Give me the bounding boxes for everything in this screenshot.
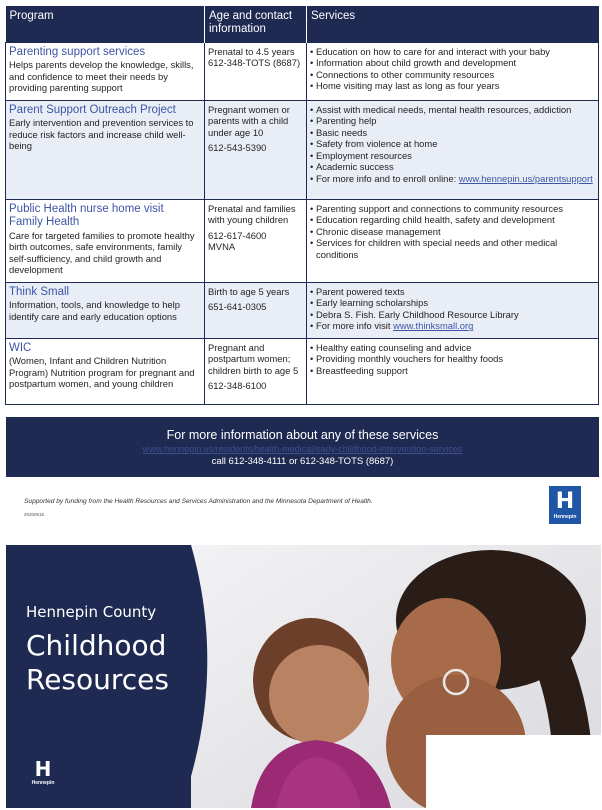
service-item: • Services for children with special needs and other medical conditions xyxy=(310,237,595,260)
hennepin-h-icon: H xyxy=(555,488,575,514)
services-table xyxy=(5,6,599,405)
age-range: Prenatal and families with young children xyxy=(208,202,296,226)
table-row xyxy=(6,199,599,282)
age-contact-cell xyxy=(205,100,307,199)
service-item: • Education regarding child health, safety and development xyxy=(310,214,595,226)
age-range: Birth to age 5 years xyxy=(208,285,290,297)
program-title: Think Small xyxy=(9,285,70,298)
service-item: • Employment resources xyxy=(310,150,595,162)
service-item-link xyxy=(310,173,595,185)
parentsupport-link[interactable]: www.hennepin.us/parentsupport xyxy=(458,173,593,185)
contact-phone: 612-617-4600 xyxy=(208,229,267,241)
link-prefix: For more info and to enroll online: xyxy=(316,173,459,185)
service-item: • Parenting help xyxy=(310,115,595,127)
service-item: • Home visiting may last as long as four years xyxy=(310,80,595,92)
services-cell xyxy=(307,199,599,282)
program-cell xyxy=(6,100,205,199)
contact-org: MVNA xyxy=(208,241,236,253)
services-list xyxy=(310,46,595,92)
cover-title-line1: Childhood xyxy=(26,629,167,662)
cover-title-line2: Resources xyxy=(26,663,169,696)
service-item: • Information about child growth and development xyxy=(310,57,595,69)
program-title: WIC xyxy=(9,341,32,354)
document-code: 20200515 xyxy=(24,512,45,517)
program-description: Early intervention and prevention services to reduce risk factors and increase child well-being xyxy=(9,117,194,152)
program-cell xyxy=(6,282,205,338)
header-program: Program xyxy=(6,6,205,42)
funding-note: Supported by funding from the Health Resources and Services Administration and the Minnesota Department of Health. xyxy=(24,498,373,505)
more-info-banner xyxy=(6,417,599,477)
service-item: • Parent powered texts xyxy=(310,286,595,298)
age-range: Pregnant and postpartum women; children birth to age 5 xyxy=(208,341,299,376)
program-title: Parenting support services xyxy=(9,45,146,58)
service-item: • Chronic disease management xyxy=(310,226,595,238)
program-cell xyxy=(6,199,205,282)
services-table-container xyxy=(5,6,598,405)
program-description: (Women, Infant and Children Nutrition Program) Nutrition program for pregnant and postpartum women, and young children xyxy=(9,355,195,390)
contact-phone: 612-543-5390 xyxy=(208,142,267,154)
thinksmall-link[interactable]: www.thinksmall.org xyxy=(393,320,474,332)
age-contact-cell xyxy=(205,282,307,338)
service-item: • Safety from violence at home xyxy=(310,138,595,150)
service-item: • Education on how to care for and interact with your baby xyxy=(310,46,595,58)
service-item: • Providing monthly vouchers for healthy foods xyxy=(310,353,595,365)
service-item: • Breastfeeding support xyxy=(310,365,595,377)
service-item: • Parenting support and connections to community resources xyxy=(310,203,595,215)
services-list xyxy=(310,342,595,377)
cover-county-name: Hennepin County xyxy=(26,603,157,621)
service-item: • Connections to other community resources xyxy=(310,69,595,81)
service-item: • Debra S. Fish. Early Childhood Resource Library xyxy=(310,309,595,321)
age-range: Prenatal to 4.5 years xyxy=(208,45,295,57)
program-title: Public Health nurse home visit xyxy=(9,202,164,215)
service-item: • Assist with medical needs, mental health resources, addiction xyxy=(310,104,595,116)
banner-url-link[interactable]: www.hennepin.us/residents/health-medical/early-childhood-intervention-services xyxy=(142,444,463,454)
services-cell xyxy=(307,338,599,404)
service-item: • Academic success xyxy=(310,161,595,173)
logo-wordmark: Hennepin xyxy=(31,779,55,786)
services-list xyxy=(310,203,595,261)
service-item: • Healthy eating counseling and advice xyxy=(310,342,595,354)
program-cell xyxy=(6,338,205,404)
program-description: Care for targeted families to promote healthy birth outcomes, safe environments, family self-sufficiency, and child growth and development xyxy=(9,229,195,276)
contact-phone: 612-348-6100 xyxy=(208,380,267,392)
age-contact-cell xyxy=(205,338,307,404)
header-age-contact: Age and contact information xyxy=(205,6,307,42)
service-item: • Early learning scholarships xyxy=(310,297,595,309)
program-cell xyxy=(6,42,205,100)
table-row xyxy=(6,338,599,404)
services-cell xyxy=(307,282,599,338)
cover-title xyxy=(26,629,169,697)
contact-phone: 651-641-0305 xyxy=(208,301,267,313)
hennepin-logo xyxy=(549,486,581,524)
age-contact-cell xyxy=(205,42,307,100)
table-header-row xyxy=(6,6,599,42)
services-list xyxy=(310,104,595,185)
table-row xyxy=(6,100,599,199)
banner-heading: For more information about any of these services xyxy=(166,428,439,442)
services-list xyxy=(310,286,595,332)
program-description: Helps parents develop the knowledge, skills, and confidence to meet their needs by providing parenting support xyxy=(9,59,194,94)
age-contact-cell xyxy=(205,199,307,282)
hennepin-h-icon: H xyxy=(34,756,52,781)
program-title: Parent Support Outreach Project xyxy=(9,103,176,116)
program-description: Information, tools, and knowledge to help identify care and early education options xyxy=(9,299,180,322)
header-services: Services xyxy=(307,6,599,42)
cover-panel xyxy=(6,545,601,808)
service-item: • Basic needs xyxy=(310,127,595,139)
contact-phone: 612-348-TOTS (8687) xyxy=(208,57,301,69)
program-subtitle: Family Health xyxy=(9,216,80,228)
hennepin-logo-cover xyxy=(30,757,56,787)
age-range: Pregnant women or parents with a child under age 10 xyxy=(208,103,290,138)
table-row xyxy=(6,42,599,100)
service-item-link xyxy=(310,320,595,332)
table-row xyxy=(6,282,599,338)
services-cell xyxy=(307,42,599,100)
link-prefix: For more info visit xyxy=(316,320,394,332)
services-cell xyxy=(307,100,599,199)
logo-wordmark: Hennepin xyxy=(553,513,577,520)
banner-phone: call 612-348-4111 or 612-348-TOTS (8687) xyxy=(211,456,394,467)
